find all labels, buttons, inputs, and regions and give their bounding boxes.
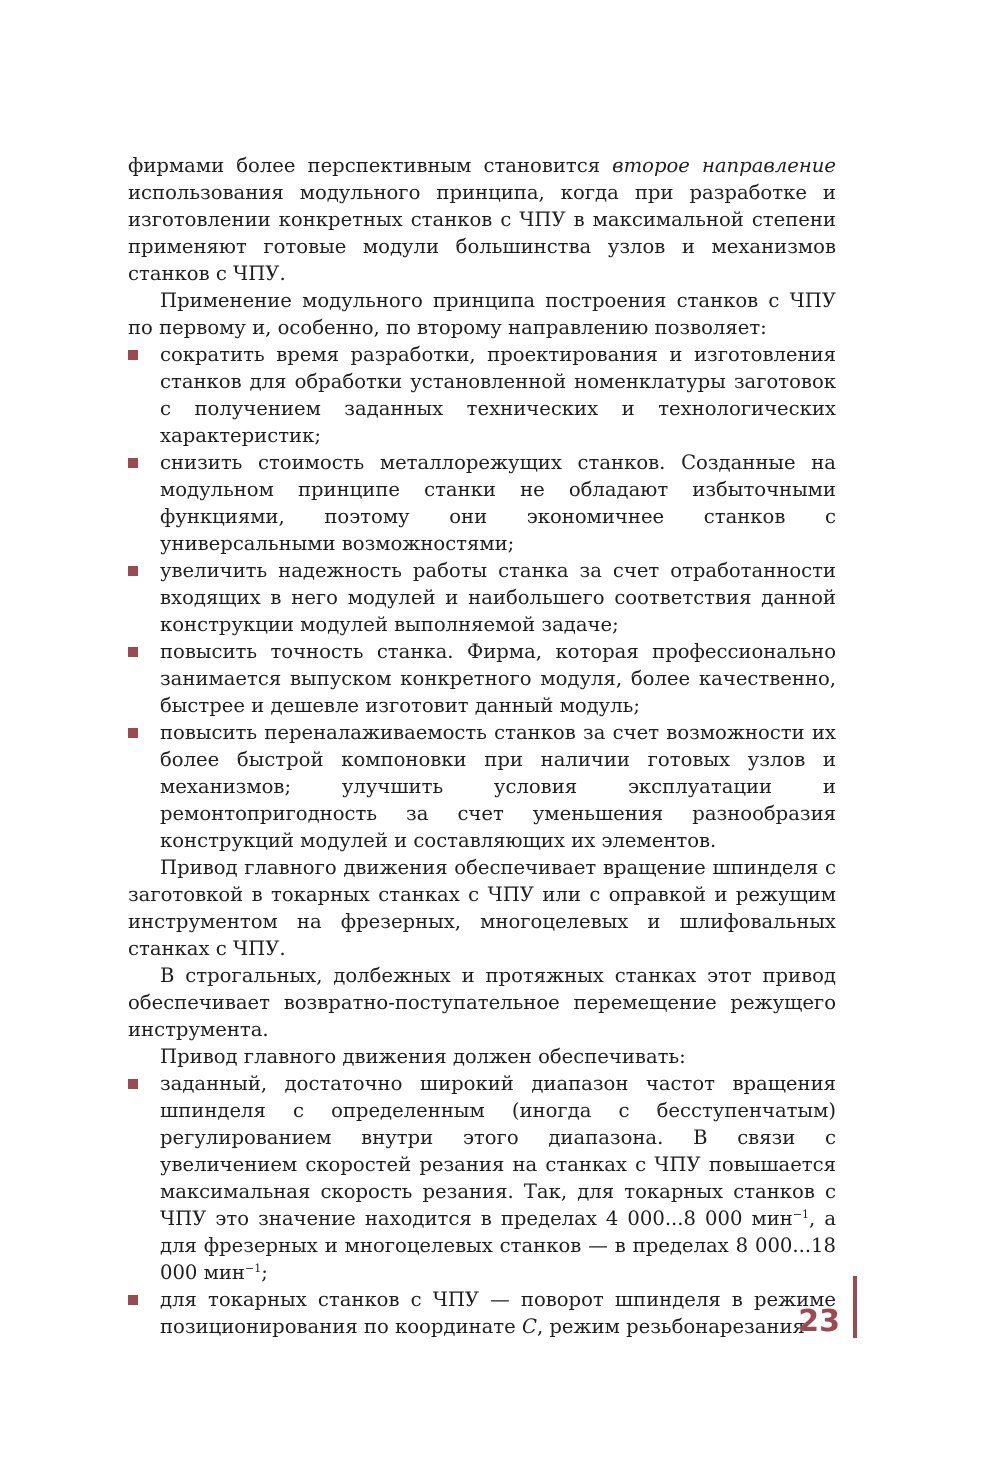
square-bullet-icon	[128, 728, 138, 738]
square-bullet-icon	[128, 566, 138, 576]
square-bullet-icon	[128, 1079, 138, 1089]
superscript: −1	[245, 1262, 262, 1275]
paragraph: фирмами более перспективным становится второе направление использования модульного принципа, когда при разработке и изготовлении конкретных станков с ЧПУ в максимальной степени применяют готовые модули большинства узлов и механизмов станков с ЧПУ.	[128, 154, 836, 285]
square-bullet-icon	[128, 1295, 138, 1305]
list-item: повысить точность станка. Фирма, которая профессионально занимается выпуском конкретного модуля, более качественно, быстрее и дешевле изготовит данный модуль;	[128, 638, 836, 719]
page-number-rule	[853, 1276, 857, 1338]
list-item: заданный, достаточно широкий диапазон частот вращения шпинделя с определенным (иногда с бесступенчатым) регулированием внутри этого диапазона. В связи с увеличением скоростей резания на станках с ЧПУ повышается максимальная скорость резания. Так, для токарных станков с ЧПУ это значение находится в пределах 4 000...8 000 мин$^{-1}$, а для фрезерных и многоцелевых станков — в пределах 8 000...18 000 мин$^{-1}$;	[128, 1070, 836, 1286]
paragraph: Применение модульного принципа построения станков с ЧПУ по первому и, особенно, по второму направлению позволяет:	[128, 289, 836, 339]
paragraph: Привод главного движения должен обеспечивать:	[160, 1045, 686, 1068]
page-number: 23	[798, 1304, 840, 1339]
list-item: увеличить надежность работы станка за счет отработанности входящих в него модулей и наибольшего соответствия данной конструкции модулей выполняемой задаче;	[128, 557, 836, 638]
emphasis: C	[521, 1315, 537, 1338]
superscript: −1	[792, 1208, 810, 1221]
paragraph: В строгальных, долбежных и протяжных станках этот привод обеспечивает возвратно-поступательное перемещение режущего инструмента.	[128, 964, 836, 1041]
list-item: снизить стоимость металлорежущих станков. Созданные на модульном принципе станки не обладают избыточными функциями, поэтому они экономичнее станков с универсальными возможностями;	[128, 449, 836, 557]
paragraph: Привод главного движения обеспечивает вращение шпинделя с заготовкой в токарных станках с ЧПУ или с оправкой и режущим инструментом на фрезерных, многоцелевых и шлифовальных станках с ЧПУ.	[128, 856, 836, 960]
list-item: повысить переналаживаемость станков за счет возможности их более быстрой компоновки при наличии готовых узлов и механизмов; улучшить условия эксплуатации и ремонтопригодность за счет уменьшения разнообразия конструкций модулей и составляющих их элементов.	[128, 719, 836, 854]
body-text	[128, 152, 836, 1340]
list-item: сократить время разработки, проектирования и изготовления станков для обработки установленной номенклатуры заготовок с получением заданных технических и технологических характеристик;	[128, 341, 836, 449]
square-bullet-icon	[128, 458, 138, 468]
emphasis: второе направление	[612, 154, 836, 177]
square-bullet-icon	[128, 647, 138, 657]
list-item: для токарных станков с ЧПУ — поворот шпинделя в режиме позиционирования по координате C, режим резьбонарезания	[128, 1286, 836, 1340]
square-bullet-icon	[128, 350, 138, 360]
